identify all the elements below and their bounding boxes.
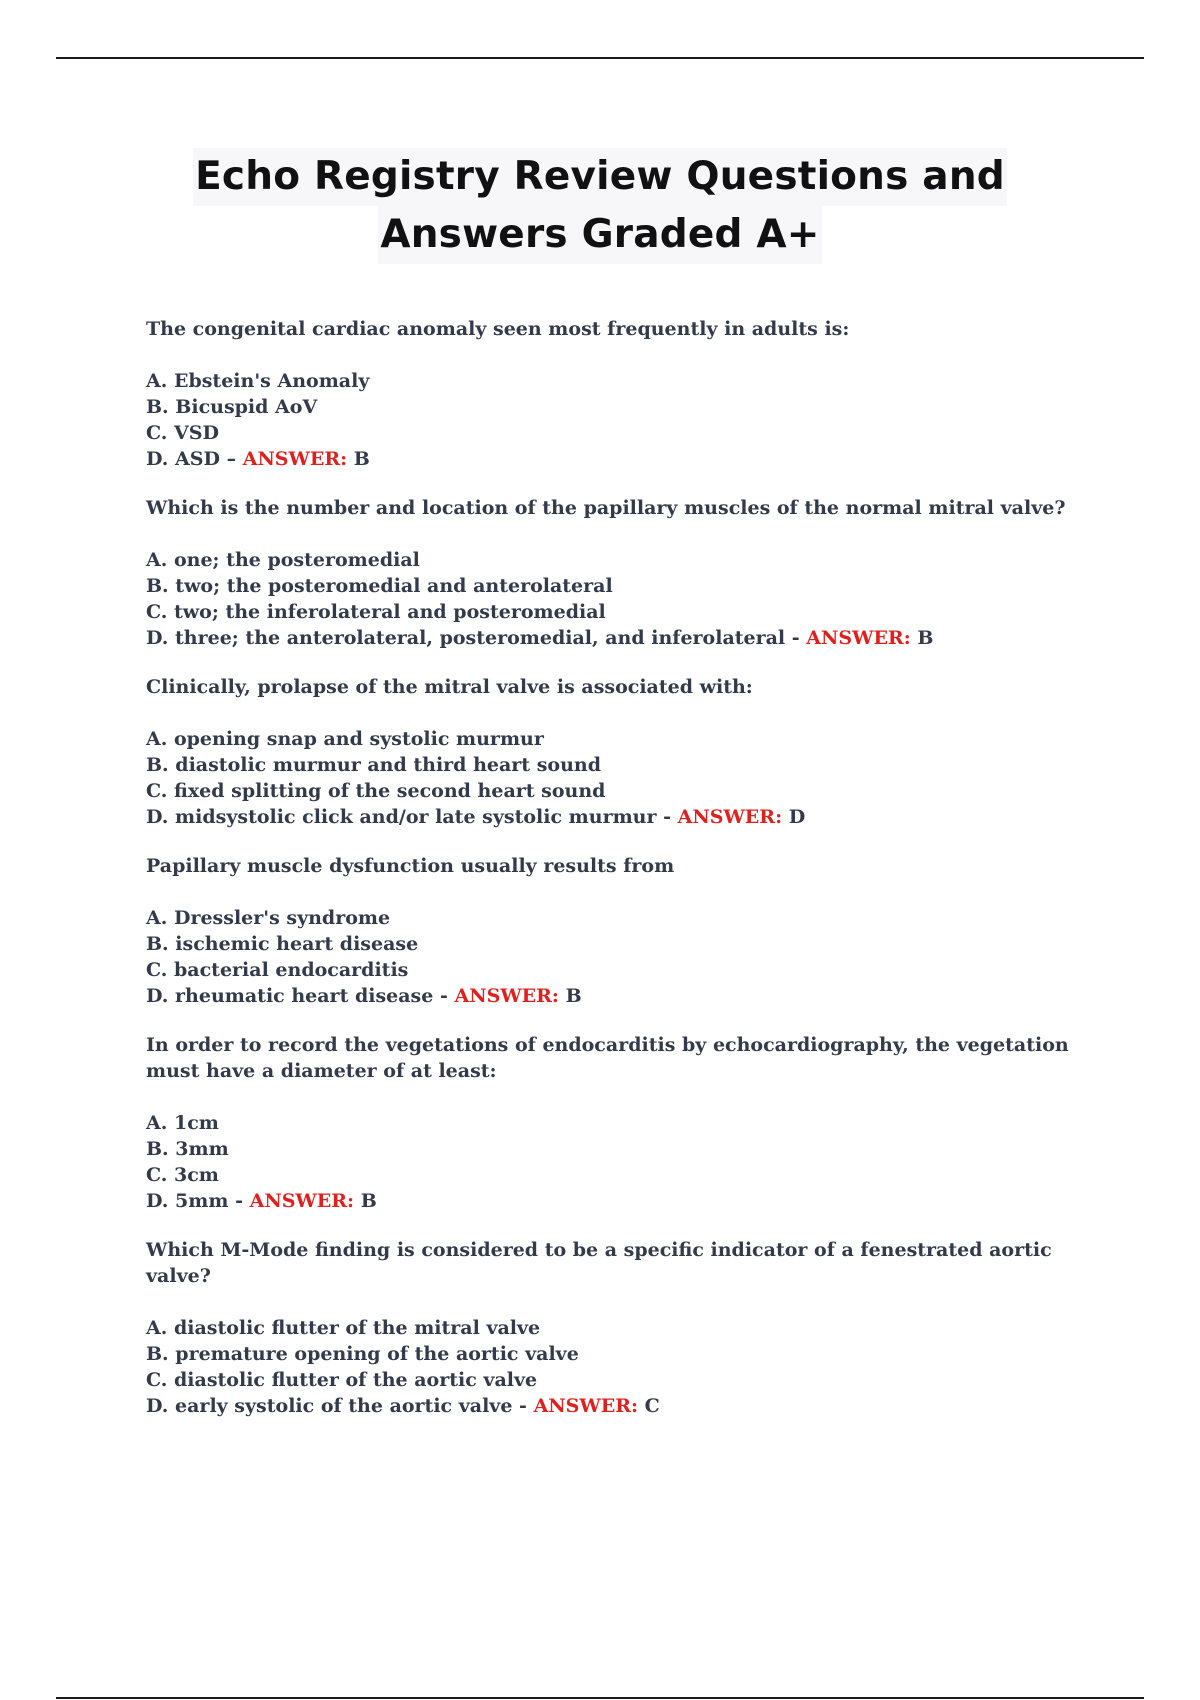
answer-separator: -	[512, 1395, 534, 1417]
answer-label: ANSWER:	[249, 1190, 355, 1212]
option-a: A. one; the posteromedial	[146, 549, 420, 571]
option-b: B. Bicuspid AoV	[146, 396, 318, 418]
option-a: A. diastolic flutter of the mitral valve	[146, 1317, 541, 1339]
title-line-1: Echo Registry Review Questions and	[193, 148, 1007, 206]
option-b: B. 3mm	[146, 1138, 229, 1160]
option-a: A. 1cm	[146, 1112, 219, 1134]
option-d: D. three; the anterolateral, posteromedial, and inferolateral	[146, 627, 786, 649]
option-d-with-answer	[146, 446, 1096, 472]
answer-value: B	[360, 1190, 377, 1212]
question-block	[146, 674, 1096, 830]
top-rule	[56, 57, 1144, 59]
option-a: A. Ebstein's Anomaly	[146, 370, 370, 392]
option-b: B. ischemic heart disease	[146, 933, 419, 955]
bottom-rule	[56, 1697, 1144, 1699]
document-title	[0, 148, 1200, 264]
question-block	[146, 1032, 1096, 1214]
answer-value: B	[917, 627, 934, 649]
question-text: In order to record the vegetations of endocarditis by echocardiography, the vegetation must have a diameter of at least:	[146, 1034, 1069, 1082]
answer-separator: -	[228, 1190, 250, 1212]
option-d-with-answer	[146, 1188, 1096, 1214]
option-d-with-answer	[146, 625, 1096, 651]
question-block	[146, 853, 1096, 1009]
option-c: C. diastolic flutter of the aortic valve	[146, 1369, 538, 1391]
option-b: B. premature opening of the aortic valve	[146, 1343, 579, 1365]
answer-value: D	[788, 806, 806, 828]
option-d-with-answer	[146, 983, 1096, 1009]
option-d: D. 5mm	[146, 1190, 229, 1212]
answer-label: ANSWER:	[533, 1395, 639, 1417]
option-c: C. 3cm	[146, 1164, 219, 1186]
answer-value: B	[353, 448, 370, 470]
option-d: D. midsystolic click and/or late systolic murmur	[146, 806, 657, 828]
option-b: B. diastolic murmur and third heart sound	[146, 754, 601, 776]
option-d-with-answer	[146, 1393, 1096, 1419]
question-text: The congenital cardiac anomaly seen most frequently in adults is:	[146, 318, 850, 340]
option-c: C. two; the inferolateral and posteromedial	[146, 601, 606, 623]
question-block	[146, 316, 1096, 472]
answer-value: B	[565, 985, 582, 1007]
option-c: C. VSD	[146, 422, 219, 444]
answer-label: ANSWER:	[454, 985, 559, 1007]
answer-value: C	[644, 1395, 660, 1417]
question-text: Clinically, prolapse of the mitral valve is associated with:	[146, 676, 753, 698]
answer-separator: -	[785, 627, 807, 649]
option-a: A. Dressler's syndrome	[146, 907, 391, 929]
option-d: D. ASD	[146, 448, 220, 470]
option-b: B. two; the posteromedial and anterolateral	[146, 575, 613, 597]
option-d: D. early systolic of the aortic valve	[146, 1395, 513, 1417]
answer-label: ANSWER:	[806, 627, 911, 649]
option-d-with-answer	[146, 804, 1096, 830]
option-d: D. rheumatic heart disease	[146, 985, 434, 1007]
answer-separator: –	[219, 448, 243, 470]
answer-separator: -	[656, 806, 678, 828]
answer-separator: -	[433, 985, 455, 1007]
question-block	[146, 495, 1096, 651]
answer-label: ANSWER:	[242, 448, 348, 470]
question-list	[146, 316, 1096, 1442]
option-a: A. opening snap and systolic murmur	[146, 728, 544, 750]
answer-label: ANSWER:	[677, 806, 783, 828]
question-block	[146, 1237, 1096, 1419]
question-text: Which M-Mode finding is considered to be a specific indicator of a fenestrated aortic valve?	[146, 1239, 1052, 1287]
question-text: Which is the number and location of the papillary muscles of the normal mitral valve?	[146, 497, 1066, 519]
option-c: C. bacterial endocarditis	[146, 959, 409, 981]
question-text: Papillary muscle dysfunction usually results from	[146, 855, 675, 877]
option-c: C. fixed splitting of the second heart sound	[146, 780, 606, 802]
title-line-2: Answers Graded A+	[378, 206, 821, 264]
